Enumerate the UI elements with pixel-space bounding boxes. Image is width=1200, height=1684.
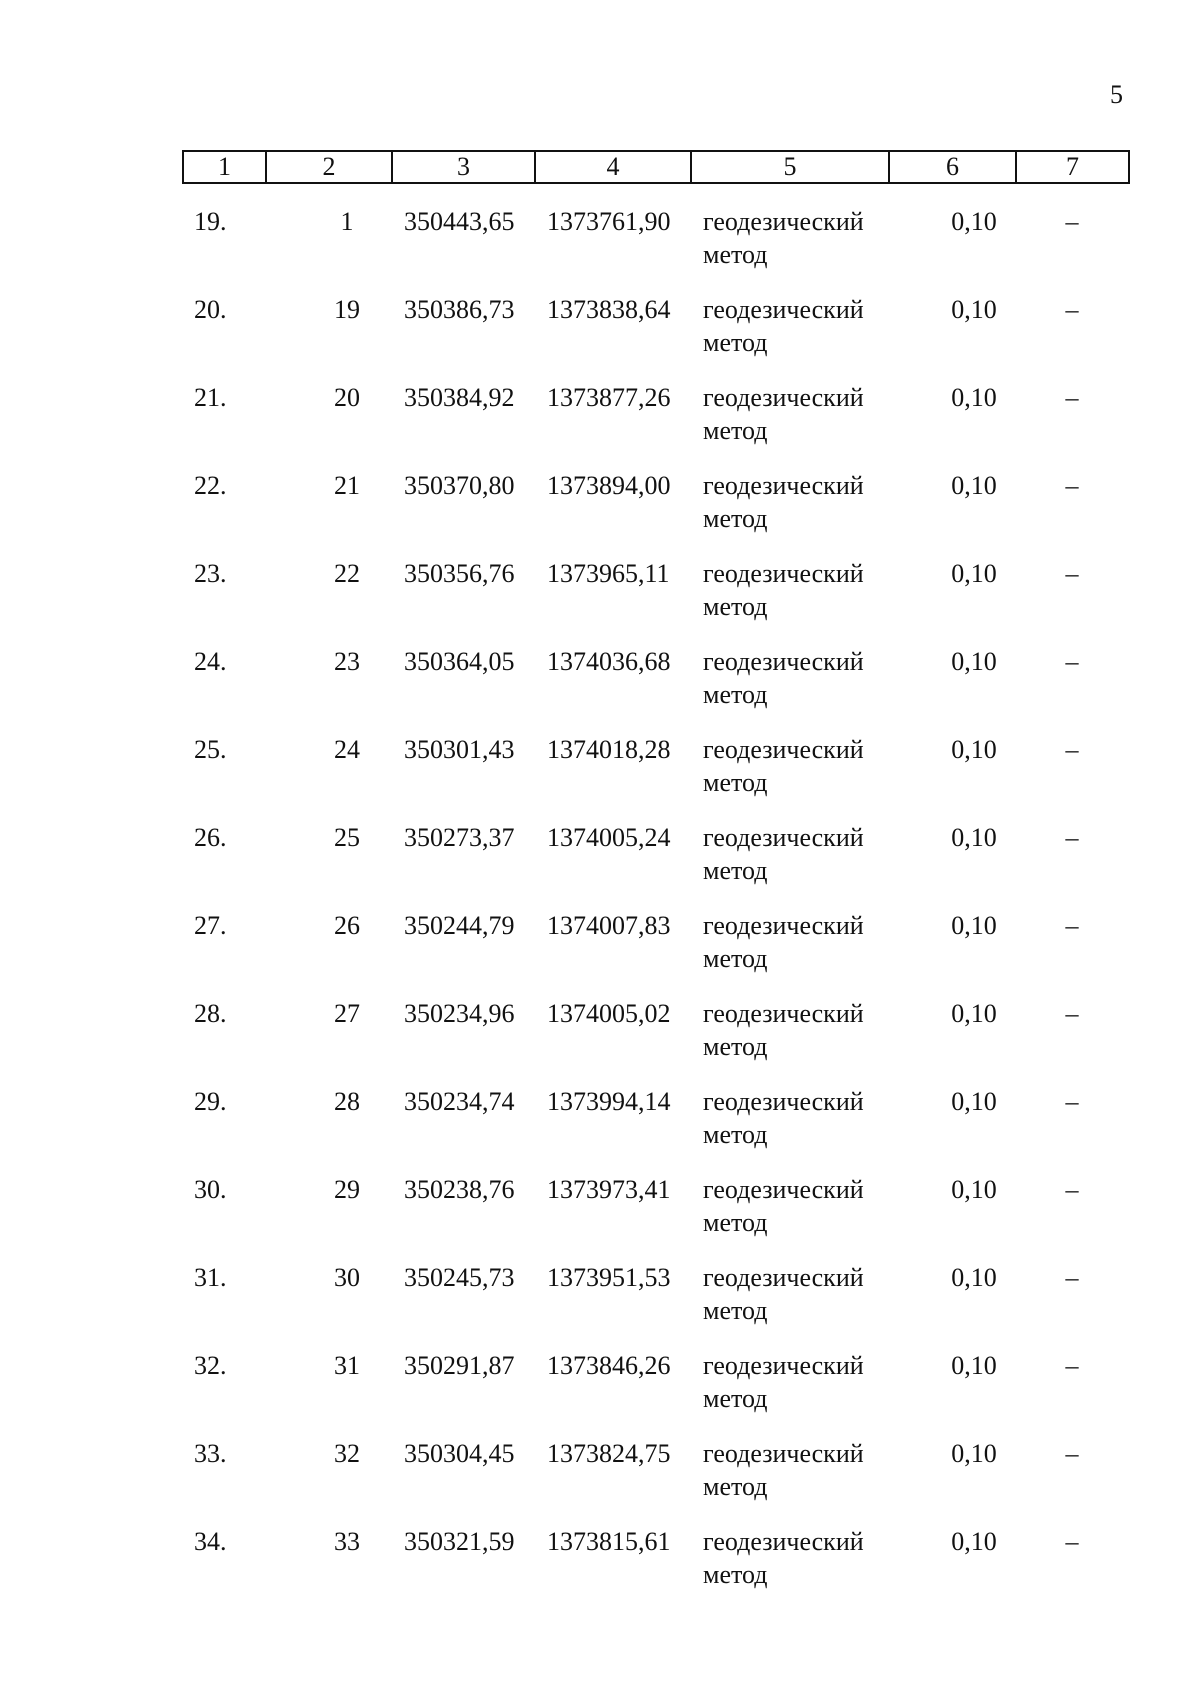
- accuracy: 0,10: [951, 207, 997, 236]
- table-row: [182, 293, 1128, 381]
- method: геодезический метод: [703, 1087, 864, 1149]
- method: геодезический метод: [703, 1527, 864, 1589]
- reference-point: 24: [334, 735, 360, 764]
- note: –: [1065, 295, 1079, 324]
- coordinate-x: 350356,76: [404, 559, 515, 588]
- accuracy: 0,10: [951, 1351, 997, 1380]
- reference-point: 33: [334, 1527, 360, 1556]
- coordinate-x: 350304,45: [404, 1439, 515, 1468]
- coordinate-x: 350370,80: [404, 471, 515, 500]
- coordinate-rows: [182, 205, 1128, 1613]
- coordinate-y: 1374018,28: [547, 735, 671, 764]
- coordinate-y: 1373994,14: [547, 1087, 671, 1116]
- accuracy: 0,10: [951, 471, 997, 500]
- table-row: [182, 1349, 1128, 1437]
- table-row: [182, 733, 1128, 821]
- coordinate-y: 1373838,64: [547, 295, 671, 324]
- coordinate-y: 1373761,90: [547, 207, 671, 236]
- coordinate-y: 1373951,53: [547, 1263, 671, 1292]
- row-number: 22.: [194, 471, 227, 500]
- coordinate-y: 1373824,75: [547, 1439, 671, 1468]
- method: геодезический метод: [703, 999, 864, 1061]
- row-number: 27.: [194, 911, 227, 940]
- coordinate-y: 1374007,83: [547, 911, 671, 940]
- note: –: [1065, 559, 1079, 588]
- coordinate-y: 1374005,02: [547, 999, 671, 1028]
- header-col-5: 5: [691, 151, 889, 183]
- table-row: [182, 469, 1128, 557]
- accuracy: 0,10: [951, 1439, 997, 1468]
- method: геодезический метод: [703, 1351, 864, 1413]
- coordinate-x: 350244,79: [404, 911, 515, 940]
- accuracy: 0,10: [951, 911, 997, 940]
- row-number: 32.: [194, 1351, 227, 1380]
- coordinate-x: 350364,05: [404, 647, 515, 676]
- method: геодезический метод: [703, 735, 864, 797]
- header-col-6: 6: [889, 151, 1016, 183]
- header-col-3: 3: [392, 151, 535, 183]
- page-number: 5: [1110, 80, 1123, 109]
- table-row: [182, 1525, 1128, 1613]
- table-row: [182, 1261, 1128, 1349]
- table-row: [182, 1173, 1128, 1261]
- note: –: [1065, 207, 1079, 236]
- row-number: 25.: [194, 735, 227, 764]
- header-col-7: 7: [1016, 151, 1129, 183]
- accuracy: 0,10: [951, 383, 997, 412]
- accuracy: 0,10: [951, 559, 997, 588]
- accuracy: 0,10: [951, 295, 997, 324]
- row-number: 26.: [194, 823, 227, 852]
- note: –: [1065, 1527, 1079, 1556]
- coordinate-x: 350238,76: [404, 1175, 515, 1204]
- coordinate-y: 1373965,11: [547, 559, 670, 588]
- note: –: [1065, 1351, 1079, 1380]
- reference-point: 32: [334, 1439, 360, 1468]
- accuracy: 0,10: [951, 1175, 997, 1204]
- note: –: [1065, 823, 1079, 852]
- coordinate-x: 350301,43: [404, 735, 515, 764]
- row-number: 31.: [194, 1263, 227, 1292]
- method: геодезический метод: [703, 295, 864, 357]
- method: геодезический метод: [703, 1175, 864, 1237]
- reference-point: 27: [334, 999, 360, 1028]
- note: –: [1065, 735, 1079, 764]
- table-row: [182, 381, 1128, 469]
- reference-point: 31: [334, 1351, 360, 1380]
- method: геодезический метод: [703, 559, 864, 621]
- row-number: 23.: [194, 559, 227, 588]
- header-col-1: 1: [183, 151, 266, 183]
- table-row: [182, 821, 1128, 909]
- method: геодезический метод: [703, 1439, 864, 1501]
- column-header-table: [182, 150, 1130, 184]
- table-row: [182, 909, 1128, 997]
- method: геодезический метод: [703, 911, 864, 973]
- coordinate-y: 1374036,68: [547, 647, 671, 676]
- reference-point: 28: [334, 1087, 360, 1116]
- reference-point: 26: [334, 911, 360, 940]
- header-col-4: 4: [535, 151, 691, 183]
- coordinate-x: 350234,96: [404, 999, 515, 1028]
- table-row: [182, 645, 1128, 733]
- reference-point: 23: [334, 647, 360, 676]
- reference-point: 1: [340, 207, 354, 236]
- method: геодезический метод: [703, 823, 864, 885]
- accuracy: 0,10: [951, 1263, 997, 1292]
- coordinate-y: 1374005,24: [547, 823, 671, 852]
- table-row: [182, 557, 1128, 645]
- method: геодезический метод: [703, 207, 864, 269]
- row-number: 20.: [194, 295, 227, 324]
- table-row: [182, 997, 1128, 1085]
- reference-point: 25: [334, 823, 360, 852]
- note: –: [1065, 1263, 1079, 1292]
- method: геодезический метод: [703, 647, 864, 709]
- accuracy: 0,10: [951, 647, 997, 676]
- accuracy: 0,10: [951, 735, 997, 764]
- method: геодезический метод: [703, 471, 864, 533]
- note: –: [1065, 911, 1079, 940]
- table-row: [182, 205, 1128, 293]
- row-number: 34.: [194, 1527, 227, 1556]
- coordinate-x: 350443,65: [404, 207, 515, 236]
- coordinate-x: 350291,87: [404, 1351, 515, 1380]
- accuracy: 0,10: [951, 1087, 997, 1116]
- coordinate-x: 350384,92: [404, 383, 515, 412]
- row-number: 28.: [194, 999, 227, 1028]
- coordinate-x: 350273,37: [404, 823, 515, 852]
- coordinate-y: 1373894,00: [547, 471, 671, 500]
- reference-point: 19: [334, 295, 360, 324]
- row-number: 24.: [194, 647, 227, 676]
- coordinate-y: 1373846,26: [547, 1351, 671, 1380]
- accuracy: 0,10: [951, 1527, 997, 1556]
- row-number: 29.: [194, 1087, 227, 1116]
- row-number: 33.: [194, 1439, 227, 1468]
- note: –: [1065, 1087, 1079, 1116]
- note: –: [1065, 647, 1079, 676]
- accuracy: 0,10: [951, 823, 997, 852]
- coordinate-x: 350386,73: [404, 295, 515, 324]
- method: геодезический метод: [703, 1263, 864, 1325]
- note: –: [1065, 383, 1079, 412]
- reference-point: 22: [334, 559, 360, 588]
- accuracy: 0,10: [951, 999, 997, 1028]
- table-row: [182, 1085, 1128, 1173]
- reference-point: 20: [334, 383, 360, 412]
- note: –: [1065, 471, 1079, 500]
- method: геодезический метод: [703, 383, 864, 445]
- note: –: [1065, 1175, 1079, 1204]
- note: –: [1065, 1439, 1079, 1468]
- row-number: 19.: [194, 207, 227, 236]
- reference-point: 21: [334, 471, 360, 500]
- coordinate-y: 1373973,41: [547, 1175, 671, 1204]
- coordinate-y: 1373815,61: [547, 1527, 671, 1556]
- coordinate-x: 350321,59: [404, 1527, 515, 1556]
- table-row: [182, 1437, 1128, 1525]
- note: –: [1065, 999, 1079, 1028]
- coordinate-y: 1373877,26: [547, 383, 671, 412]
- row-number: 21.: [194, 383, 227, 412]
- row-number: 30.: [194, 1175, 227, 1204]
- coordinate-x: 350234,74: [404, 1087, 515, 1116]
- coordinate-x: 350245,73: [404, 1263, 515, 1292]
- reference-point: 29: [334, 1175, 360, 1204]
- reference-point: 30: [334, 1263, 360, 1292]
- header-col-2: 2: [266, 151, 392, 183]
